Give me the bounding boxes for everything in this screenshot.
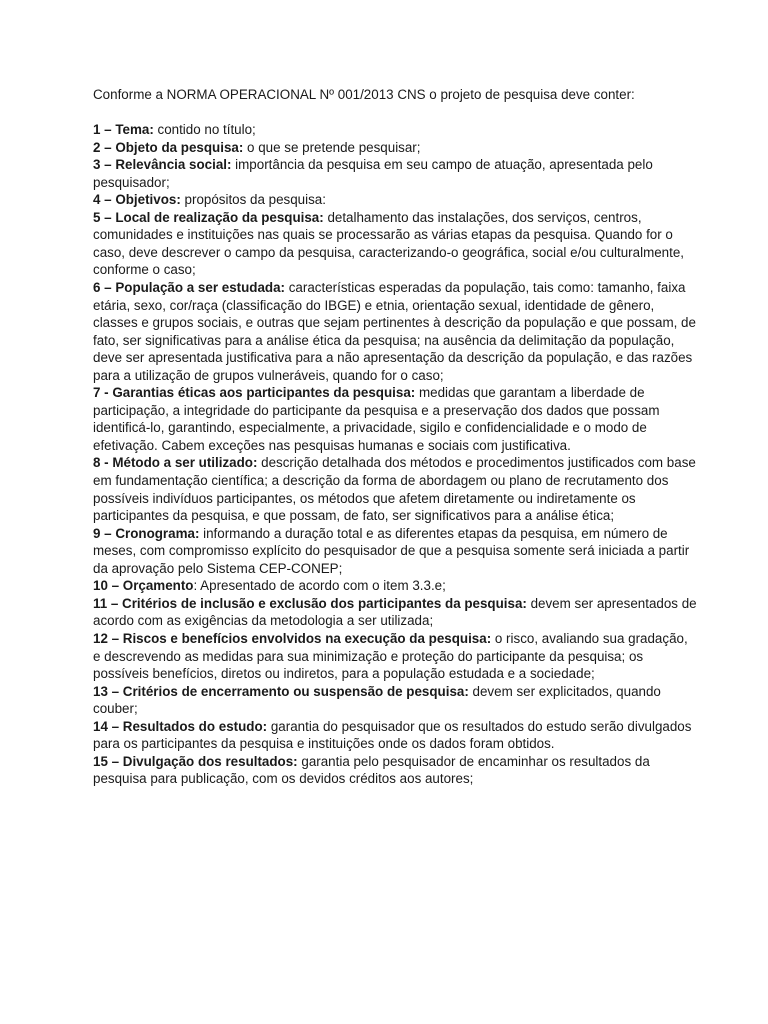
item-text: o risco, avaliando sua gradação, e descrevendo as medidas para sua minimização e proteção do participante da pesquisa; os possíveis benefícios, diretos ou indiretos, para a população estudada e a sociedade; xyxy=(93,630,688,682)
item-text: garantia pelo pesquisador de encaminhar os resultados da pesquisa para publicação, com os devidos créditos aos autores; xyxy=(93,753,650,787)
item-label: 2 – Objeto da pesquisa: xyxy=(93,139,244,155)
item-label: 11 – Critérios de inclusão e exclusão dos participantes da pesquisa: xyxy=(93,595,527,611)
item-orcamento xyxy=(93,577,698,595)
item-text: contido no título; xyxy=(153,122,256,138)
item-text: o que se pretende pesquisar; xyxy=(243,139,421,155)
item-label: 7 - Garantias éticas aos participantes da pesquisa: xyxy=(93,385,416,401)
item-label: 1 – Tema: xyxy=(93,122,154,138)
item-populacao xyxy=(93,279,698,384)
item-text: propósitos da pesquisa: xyxy=(180,192,326,208)
item-label: 6 – População a ser estudada: xyxy=(93,280,286,296)
item-label: 5 – Local de realização da pesquisa: xyxy=(93,209,324,225)
item-text: medidas que garantam a liberdade de participação, a integridade do participante da pesquisa e a preservação dos dados que possam identificá-lo, garantindo, especialmente, a privacidade, sigilo e confidencialidade e o modo de efetivação. Cabem exceções nas pesquisas humanas e sociais com justificativa. xyxy=(93,385,660,453)
item-text: detalhamento das instalações, dos serviços, centros, comunidades e instituições nas quais se processarão as várias etapas da pesquisa. Quando for o caso, deve descrever o campo da pesquisa, caracterizando-o geográfica, social e/ou culturalmente, conforme o caso; xyxy=(93,209,685,278)
item-tema xyxy=(93,121,698,139)
item-label: 9 – Cronograma: xyxy=(93,525,200,541)
item-label: 13 – Critérios de encerramento ou suspensão de pesquisa: xyxy=(93,683,469,699)
item-label: 14 – Resultados do estudo: xyxy=(93,718,268,734)
item-objetivos xyxy=(93,191,698,209)
item-criterios-encerramento xyxy=(93,683,698,718)
item-criterios-inclusao xyxy=(93,595,698,630)
item-text: devem ser explicitados, quando couber; xyxy=(93,683,661,717)
intro-paragraph: Conforme a NORMA OPERACIONAL Nº 001/2013 CNS o projeto de pesquisa deve conter: xyxy=(93,87,635,102)
item-local xyxy=(93,209,698,279)
item-text: importância da pesquisa em seu campo de atuação, apresentada pelo pesquisador; xyxy=(93,157,653,190)
item-label: 15 – Divulgação dos resultados: xyxy=(93,753,298,769)
item-label: 12 – Riscos e benefícios envolvidos na execução da pesquisa: xyxy=(93,630,492,646)
item-metodo xyxy=(93,454,698,524)
item-text: descrição detalhada dos métodos e procedimentos justificados com base em fundamentação científica; a descrição da forma de abordagem ou plano de recrutamento dos possíveis indivíduos participantes, os métodos que afetem diretamente ou indiretamente os participantes da pesquisa, e que possam, de fato, ser significativos para a análise ética; xyxy=(93,455,696,524)
item-text: devem ser apresentados de acordo com as exigências da metodologia a ser utilizada; xyxy=(93,595,697,629)
item-relevancia xyxy=(93,156,698,191)
item-label: 8 - Método a ser utilizado: xyxy=(93,455,258,471)
item-text: : Apresentado de acordo com o item 3.3.e; xyxy=(193,578,446,594)
item-garantias xyxy=(93,384,698,454)
item-objeto xyxy=(93,139,698,157)
item-divulgacao xyxy=(93,753,698,788)
item-cronograma xyxy=(93,525,698,578)
item-resultados xyxy=(93,718,698,753)
item-text: informando a duração total e as diferentes etapas da pesquisa, em número de meses, com compromisso explícito do pesquisador de que a pesquisa somente será iniciada a partir da aprovação pelo Sistema CEP-CONEP; xyxy=(93,525,690,576)
item-label: 3 – Relevância social: xyxy=(93,157,232,173)
item-riscos-beneficios xyxy=(93,630,698,683)
item-text: características esperadas da população, tais como: tamanho, faixa etária, sexo, cor/raça (classificação do IBGE) e etnia, orientação sexual, identidade de gênero, classes e grupos sociais, e outras que sejam pertinentes à descrição da população e que possam, de fato, ser significativas para a análise ética da pesquisa; na ausência da delimitação da população, deve ser apresentada justificativa para a não apresentação da descrição da população, e das razões para a utilização de grupos vulneráveis, quando for o caso; xyxy=(93,280,696,383)
item-label: 4 – Objetivos: xyxy=(93,192,181,208)
item-label: 10 – Orçamento xyxy=(93,578,194,594)
item-text: garantia do pesquisador que os resultados do estudo serão divulgados para os participantes da pesquisa e instituições onde os dados foram obtidos. xyxy=(93,718,692,752)
